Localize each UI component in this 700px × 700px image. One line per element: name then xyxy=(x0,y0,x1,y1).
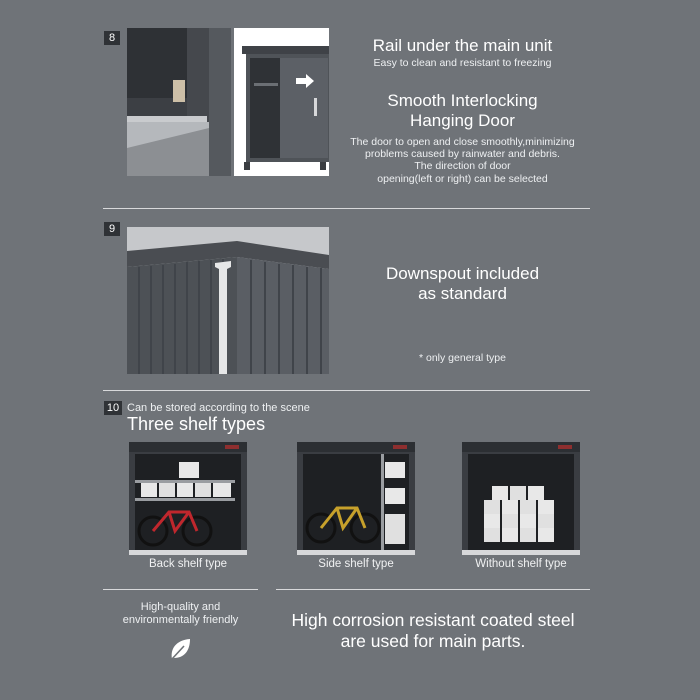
without-shelf-label: Without shelf type xyxy=(475,558,567,570)
section-number-9: 9 xyxy=(104,222,120,236)
hanging-door-photo xyxy=(234,28,329,176)
divider-2 xyxy=(103,390,590,391)
steel-line2: are used for main parts. xyxy=(340,631,526,651)
steel-line1: High corrosion resistant coated steel xyxy=(291,610,575,630)
back-shelf-photo xyxy=(129,442,247,555)
divider-3a xyxy=(103,589,258,590)
without-shelf-photo xyxy=(462,442,580,555)
side-shelf-photo xyxy=(297,442,415,555)
shelf-kicker: Can be stored according to the scene xyxy=(127,402,310,414)
eco-line1: High-quality and xyxy=(140,601,221,613)
section-number-10: 10 xyxy=(104,401,122,415)
back-shelf-label: Back shelf type xyxy=(149,558,227,570)
eco-line2: environmentally friendly xyxy=(122,614,239,626)
rail-photo xyxy=(127,28,231,176)
divider-1 xyxy=(103,208,590,209)
door-desc-line4: opening(left or right) can be selected xyxy=(377,173,548,185)
leaf-icon xyxy=(166,635,194,663)
section-number-8: 8 xyxy=(104,31,120,45)
door-desc-line1: The door to open and close smoothly,minimizing xyxy=(350,136,575,148)
side-shelf-label: Side shelf type xyxy=(318,558,394,570)
door-desc-line2: problems caused by rainwater and debris. xyxy=(365,148,560,160)
divider-3b xyxy=(276,589,590,590)
door-title-line1: Smooth Interlocking xyxy=(387,91,538,110)
downspout-title-line1: Downspout included xyxy=(385,264,540,283)
downspout-title-line2: as standard xyxy=(418,284,507,303)
door-title-line2: Hanging Door xyxy=(410,111,515,130)
rail-title: Rail under the main unit xyxy=(372,36,553,55)
door-desc-line3: The direction of door xyxy=(414,160,511,172)
rail-subtitle: Easy to clean and resistant to freezing xyxy=(373,57,552,69)
downspout-photo xyxy=(127,227,329,374)
downspout-note: * only general type xyxy=(419,352,506,364)
shelf-title: Three shelf types xyxy=(127,414,266,434)
